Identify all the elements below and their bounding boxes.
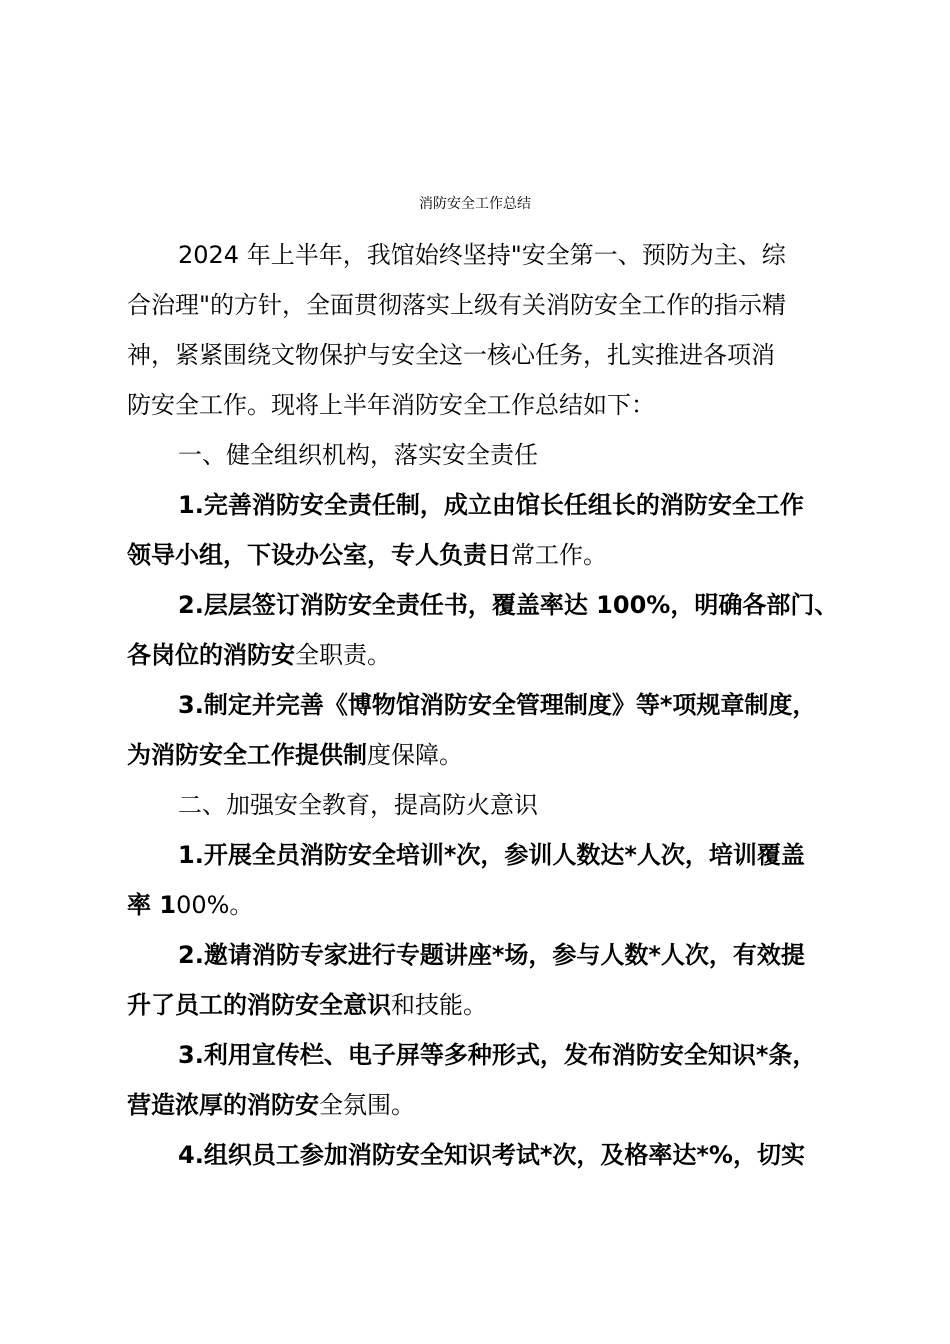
section-2-item-3-line-2 bbox=[127, 1087, 415, 1123]
bold-text: 领导小组，下设办公室，专人负责日 bbox=[127, 541, 511, 569]
section-2-heading: 二、加强安全教育，提高防火意识 bbox=[178, 791, 538, 819]
section-2-item-4-line-1: 4.组织员工参加消防安全知识考试*次，及格率达*%，切实 bbox=[178, 1141, 805, 1169]
normal-text: 常工作。 bbox=[511, 541, 607, 569]
section-1-item-1-line-2 bbox=[127, 537, 607, 573]
normal-text: 和技能。 bbox=[391, 991, 487, 1019]
intro-line-2: 合治理"的方针，全面贯彻落实上级有关消防安全工作的指示精 bbox=[127, 291, 787, 319]
intro-line-3: 神，紧紧围绕文物保护与安全这一核心任务，扎实推进各项消 bbox=[127, 341, 775, 369]
bold-text: 率 1 bbox=[127, 891, 177, 919]
section-1-item-2-line-2 bbox=[127, 637, 391, 673]
section-2-item-1-line-2 bbox=[127, 887, 253, 923]
intro-line-4: 防安全工作。现将上半年消防安全工作总结如下： bbox=[127, 391, 655, 419]
normal-text: 00%。 bbox=[176, 891, 254, 919]
normal-text: 度保障。 bbox=[367, 741, 463, 769]
section-2-item-2-line-2 bbox=[127, 987, 487, 1023]
section-2-item-2-line-1: 2.邀请消防专家进行专题讲座*场，参与人数*人次，有效提 bbox=[178, 941, 805, 969]
normal-text: 全职责。 bbox=[295, 641, 391, 669]
intro-line-1: 2024 年上半年，我馆始终坚持"安全第一、预防为主、综 bbox=[178, 241, 786, 269]
section-1-item-2-line-1: 2.层层签订消防安全责任书，覆盖率达 100%，明确各部门、 bbox=[178, 591, 839, 619]
section-1-item-3-line-2 bbox=[127, 737, 463, 773]
section-2-item-3-line-1: 3.利用宣传栏、电子屏等多种形式，发布消防安全知识*条， bbox=[178, 1041, 817, 1069]
section-2-item-1-line-1: 1.开展全员消防安全培训*次，参训人数达*人次，培训覆盖 bbox=[178, 841, 805, 869]
bold-text: 为消防安全工作提供制 bbox=[127, 741, 367, 769]
bold-text: 升了员工的消防安全意识 bbox=[127, 991, 391, 1019]
normal-text: 全氛围。 bbox=[319, 1091, 415, 1119]
bold-text: 营造浓厚的消防安 bbox=[127, 1091, 319, 1119]
section-1-item-3-line-1: 3.制定并完善《博物馆消防安全管理制度》等*项规章制度， bbox=[178, 691, 817, 719]
document-title: 消防安全工作总结 bbox=[419, 196, 531, 212]
section-1-heading: 一、健全组织机构，落实安全责任 bbox=[178, 441, 538, 469]
section-1-item-1-line-1: 1.完善消防安全责任制，成立由馆长任组长的消防安全工作 bbox=[178, 491, 804, 519]
bold-text: 各岗位的消防安 bbox=[127, 641, 295, 669]
